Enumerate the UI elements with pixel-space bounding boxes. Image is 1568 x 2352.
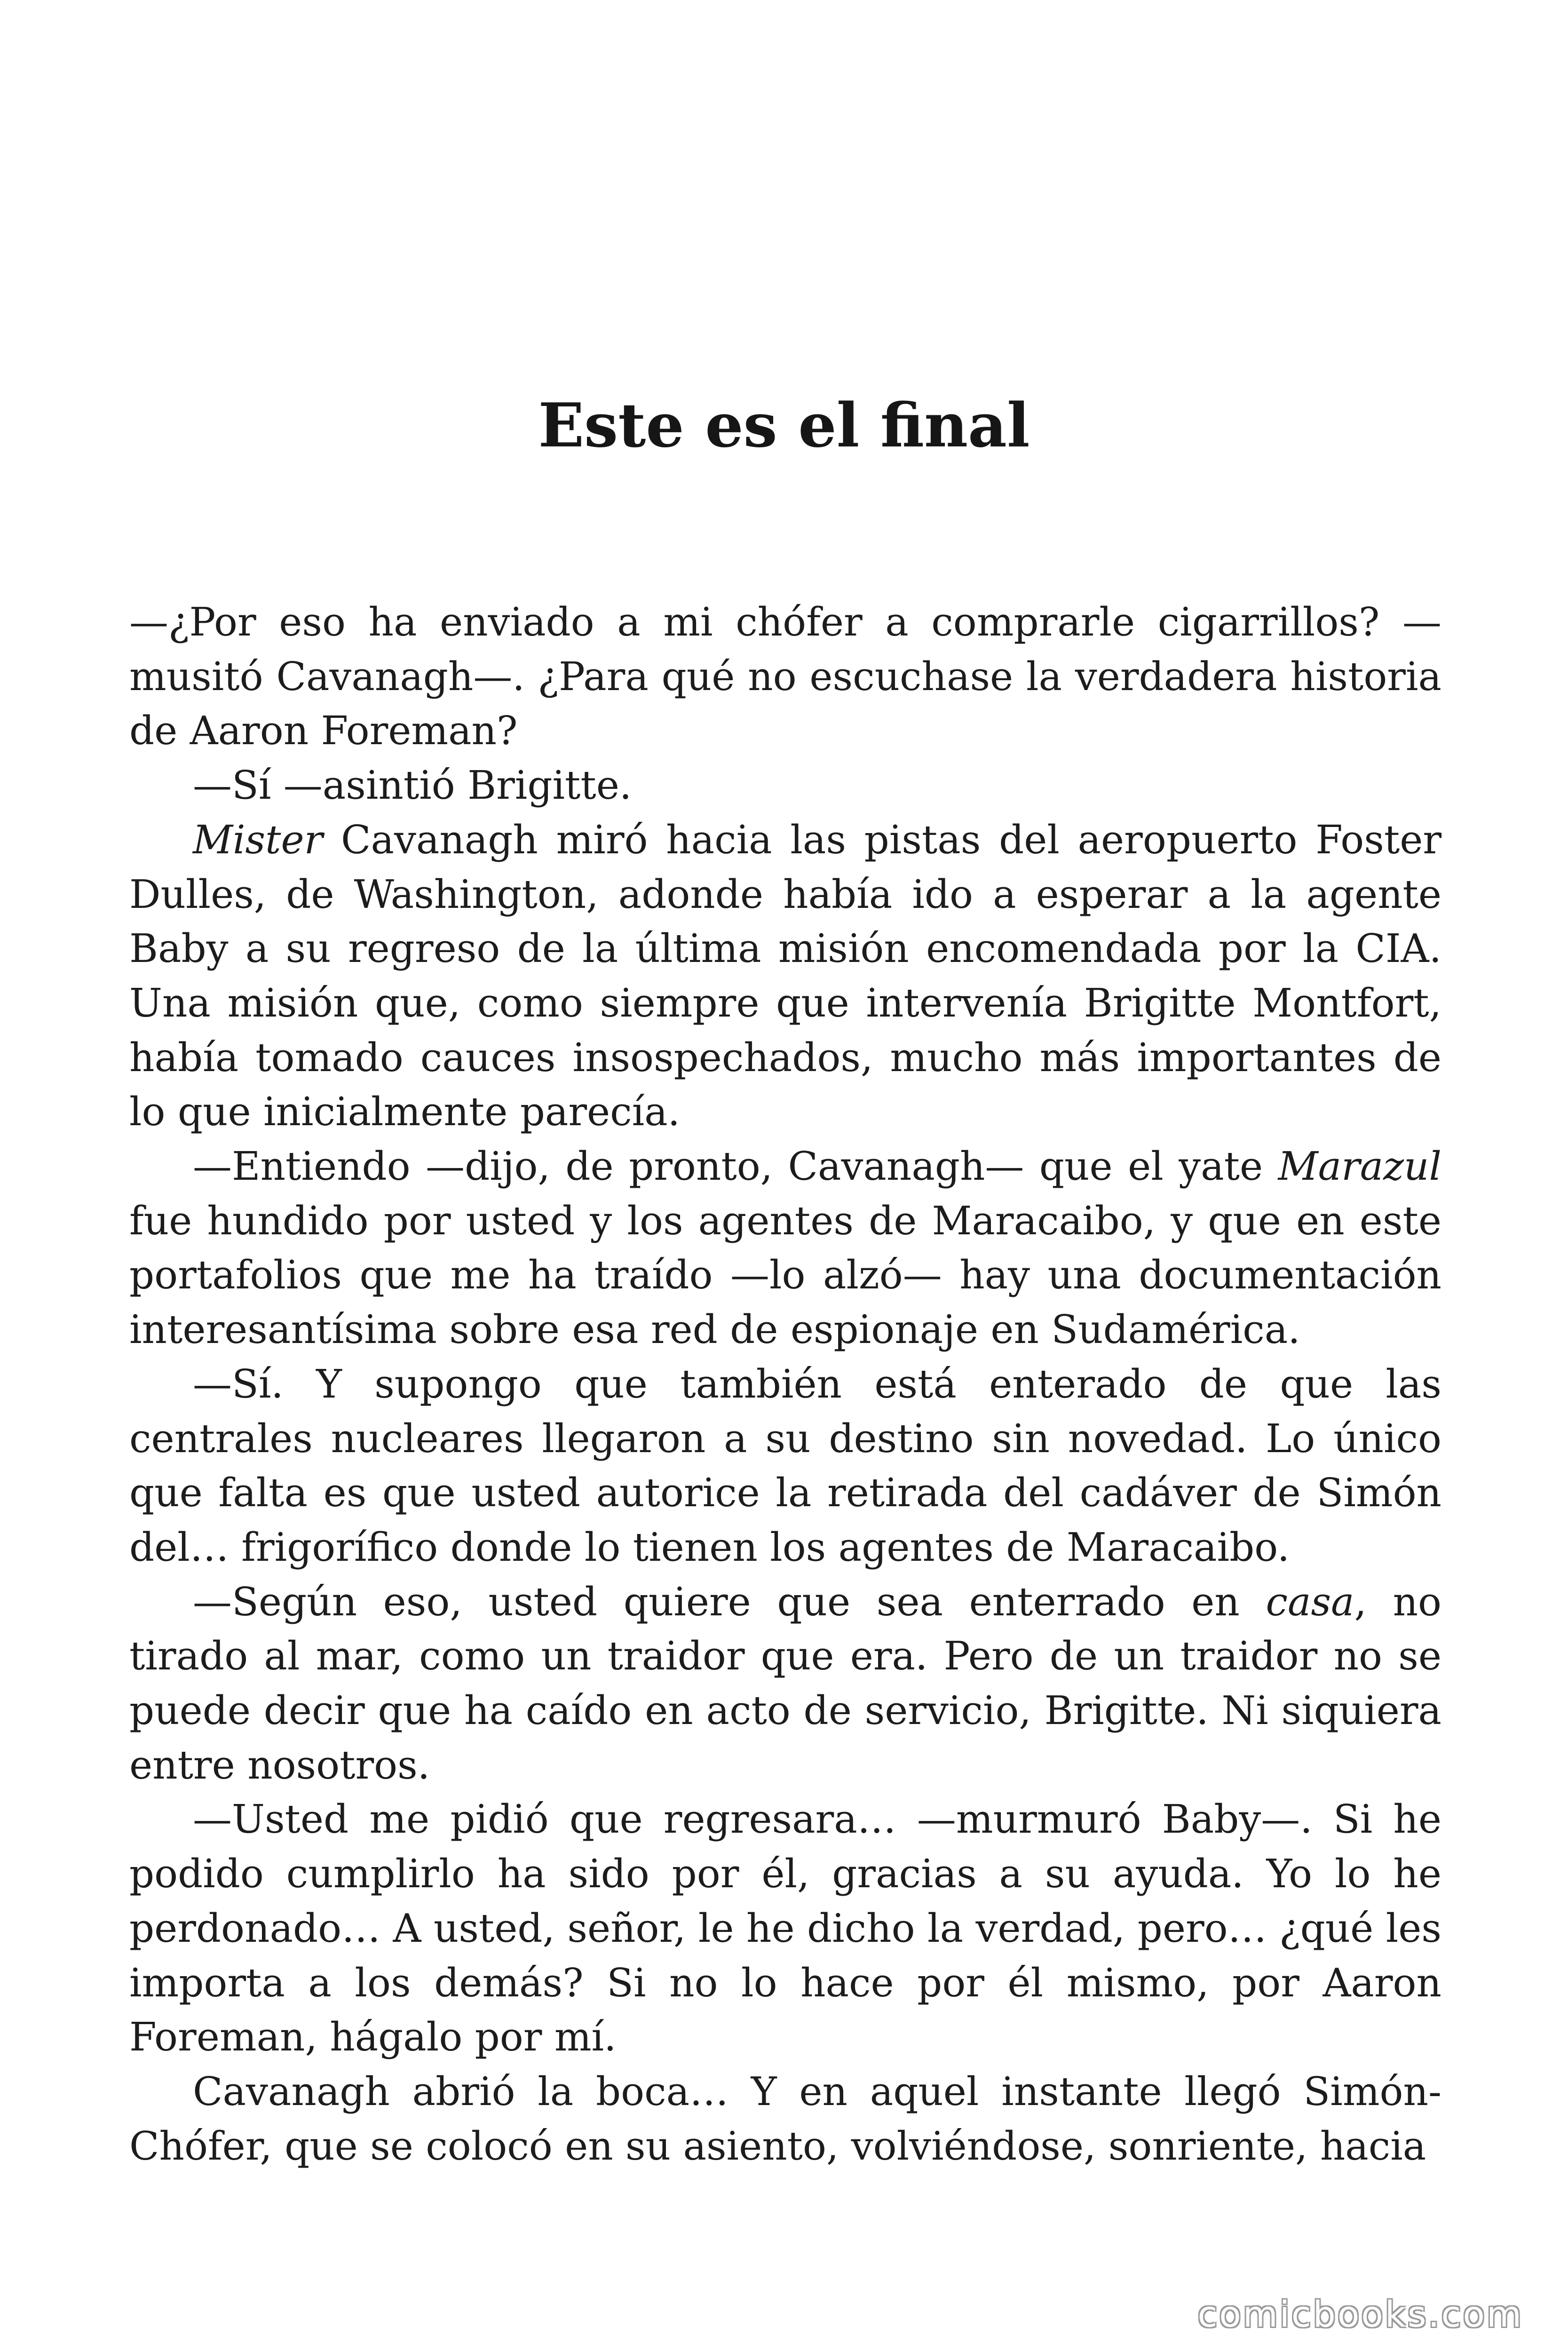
- paragraph: Cavanagh abrió la boca… Y en aquel instante llegó Simón-Chófer, que se colocó en su asiento, volviéndose, sonriente, hacia: [129, 2068, 1441, 2169]
- italic-word: casa: [1266, 1579, 1354, 1625]
- paragraph: —Según eso, usted quiere que sea enterrado en casa, no tirado al mar, como un traidor que era. Pero de un traidor no se puede decir que ha caído en acto de servicio, Brigitte. Ni siquiera entre nosotros.: [129, 1579, 1441, 1788]
- paragraph: —Sí —asintió Brigitte.: [193, 763, 632, 809]
- paragraph: —Usted me pidió que regresara… —murmuró Baby—. Si he podido cumplirlo ha sido por él, gracias a su ayuda. Yo lo he perdonado… A usted, señor, le he dicho la verdad, pero… ¿qué les importa a los demás? Si no lo hace por él mismo, por Aaron Foreman, hágalo por mí.: [129, 1796, 1441, 2060]
- paragraph: Mister Cavanagh miró hacia las pistas del aeropuerto Foster Dulles, de Washington, adonde había ido a esperar a la agente Baby a su regreso de la última misión encomendada por la CIA. Una misión que, como siempre que intervenía Brigitte Montfort, había tomado cauces insospechados, mucho más importantes de lo que inicialmente parecía.: [129, 817, 1441, 1135]
- italic-word: Mister: [193, 817, 323, 863]
- italic-word: Marazul: [1278, 1144, 1441, 1190]
- watermark: comicbooks.com: [1197, 2293, 1523, 2335]
- paragraph: —¿Por eso ha enviado a mi chófer a comprarle cigarrillos? —musitó Cavanagh—. ¿Para qué no escuchase la verdadera historia de Aaron Foreman?: [129, 599, 1441, 754]
- chapter-title: Este es el final: [538, 390, 1030, 461]
- paragraph: —Sí. Y supongo que también está enterado de que las centrales nucleares llegaron a su destino sin novedad. Lo único que falta es que usted autorice la retirada del cadáver de Simón del… frigorífico donde lo tienen los agentes de Maracaibo.: [129, 1361, 1441, 1570]
- paragraph: —Entiendo —dijo, de pronto, Cavanagh— que el yate Marazul fue hundido por usted y los agentes de Maracaibo, y que en este portafolios que me ha traído —lo alzó— hay una documentación interesantísima sobre esa red de espionaje en Sudamérica.: [129, 1144, 1441, 1353]
- chapter-body: [129, 595, 1441, 2173]
